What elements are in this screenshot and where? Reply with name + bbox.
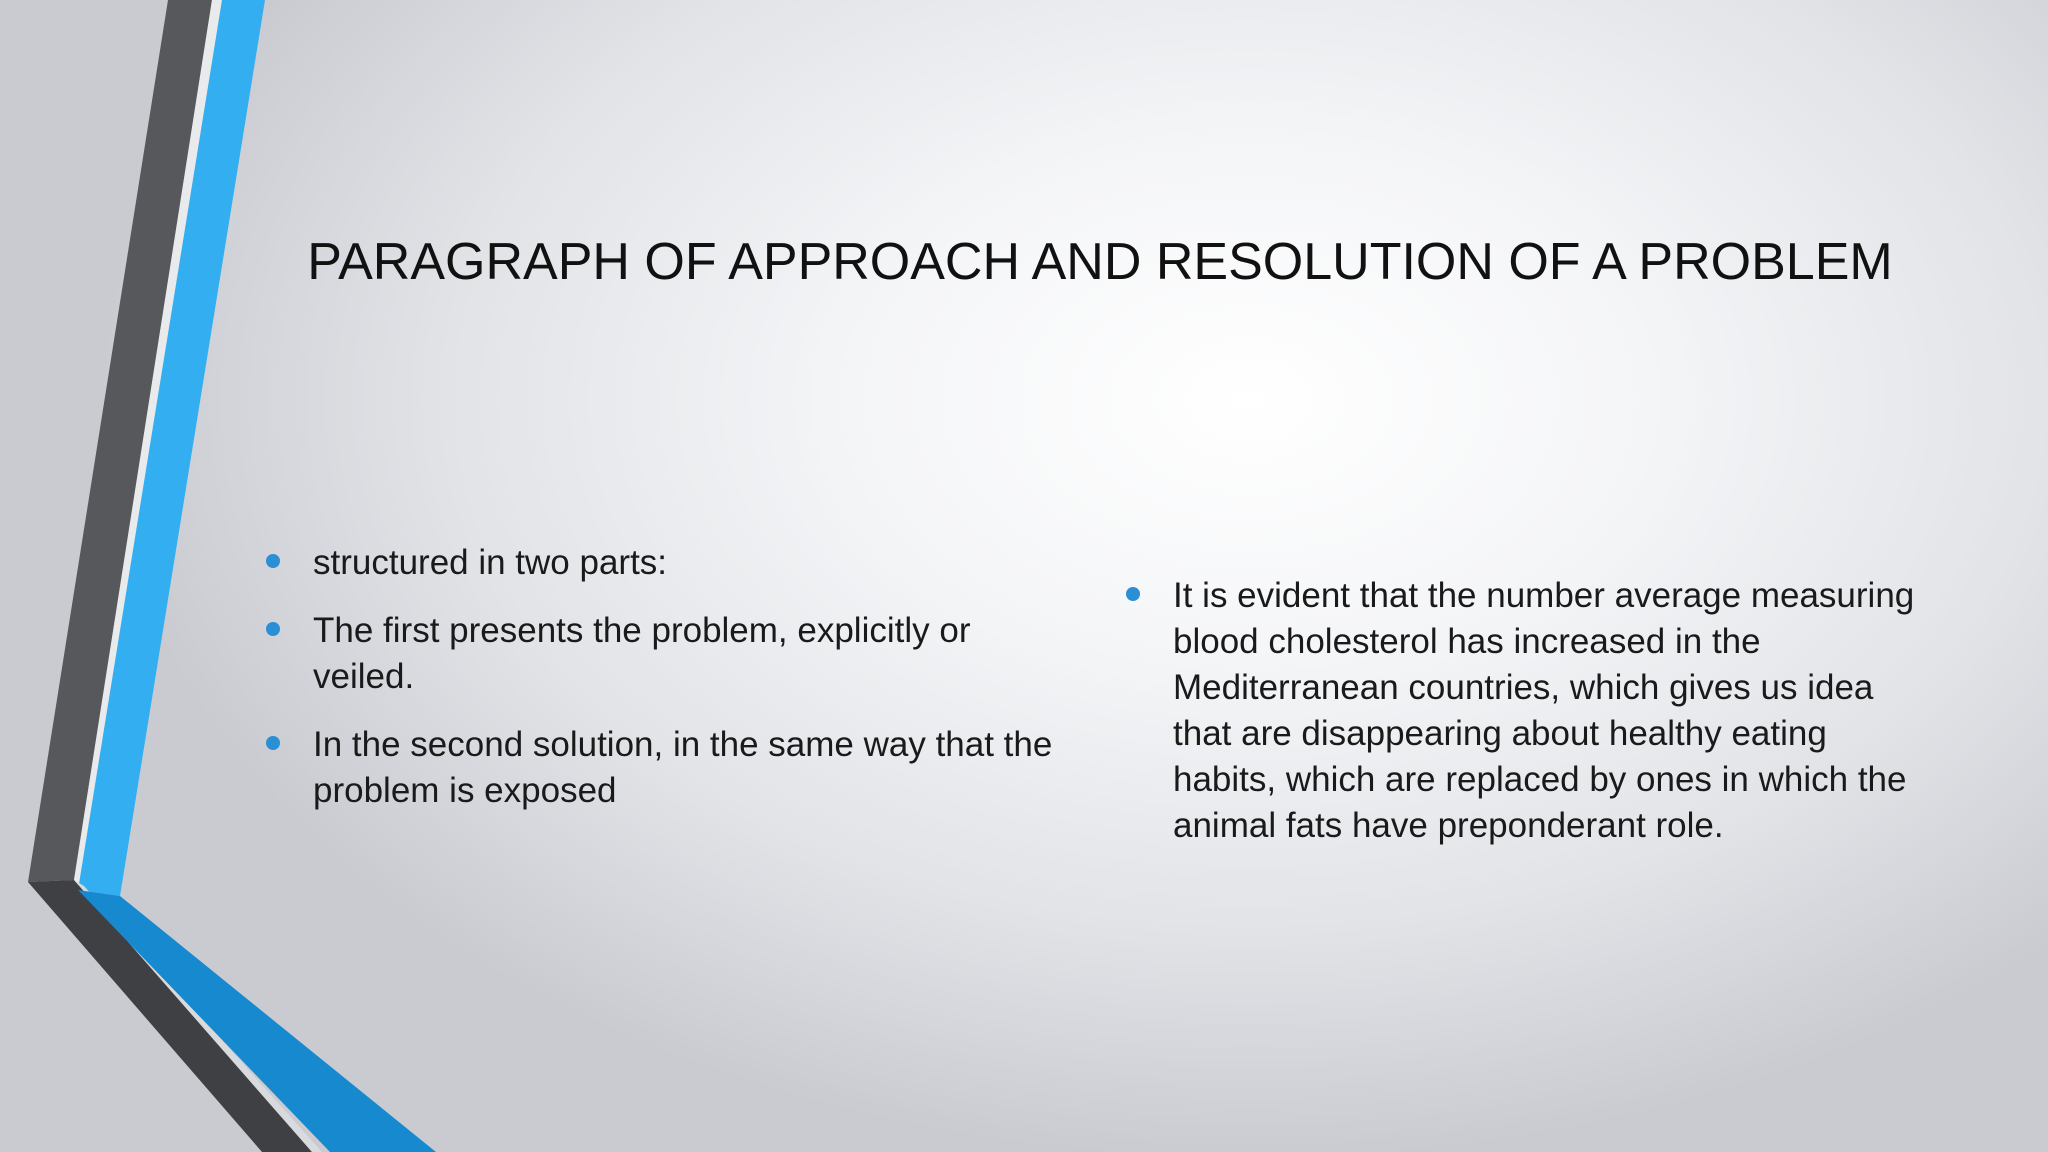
right-bullet-list [1173,573,1933,871]
left-bullet-2: The first presents the problem, explicitly or veiled. [313,608,1063,700]
left-bullet-list [313,540,1063,836]
slide-title: PARAGRAPH OF APPROACH AND RESOLUTION OF A PROBLEM [307,233,1893,291]
left-bullet-3: In the second solution, in the same way that the problem is exposed [313,722,1063,814]
left-bullet-1: structured in two parts: [313,540,1063,586]
right-bullet-1: It is evident that the number average measuring blood cholesterol has increased in the Mediterranean countries, which gives us idea that are disappearing about healthy eating habits, which are replaced by ones in which the animal fats have preponderant role. [1173,573,1933,849]
gray-stripe-lower [28,880,312,1152]
